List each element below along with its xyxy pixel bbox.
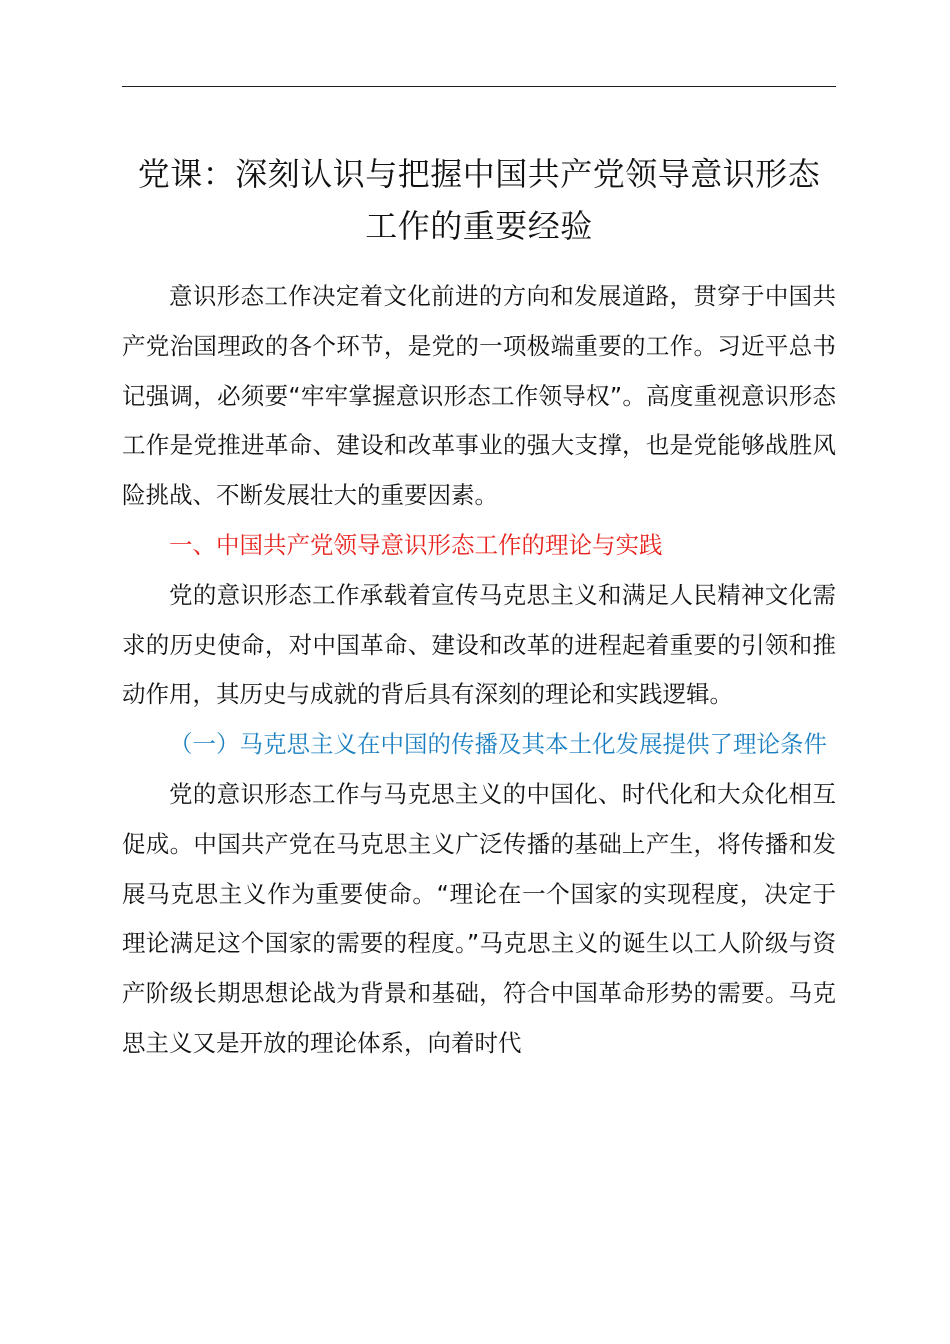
document-body xyxy=(122,148,836,1069)
header-rule xyxy=(122,86,836,87)
subsection-1-paragraph: 党的意识形态工作与马克思主义的中国化、时代化和大众化相互促成。中国共产党在马克思主义广泛传播的基础上产生，将传播和发展马克思主义作为重要使命。“理论在一个国家的实现程度，决定于理论满足这个国家的需要的程度。”马克思主义的诞生以工人阶级与资产阶级长期思想论战为背景和基础，符合中国革命形势的需要。马克思主义又是开放的理论体系，向着时代 xyxy=(122,779,836,1057)
section-1-paragraph: 党的意识形态工作承载着宣传马克思主义和满足人民精神文化需求的历史使命，对中国革命、建设和改革的进程起着重要的引领和推动作用，其历史与成就的背后具有深刻的理论和实践逻辑。 xyxy=(122,580,836,709)
section-1-heading: 一、中国共产党领导意识形态工作的理论与实践 xyxy=(169,530,663,559)
intro-paragraph: 意识形态工作决定着文化前进的方向和发展道路，贯穿于中国共产党治国理政的各个环节，是党的一项极端重要的工作。习近平总书记强调，必须要“牢牢掌握意识形态工作领导权”。高度重视意识形态工作是党推进革命、建设和改革事业的强大支撑，也是党能够战胜风险挑战、不断发展壮大的重要因素。 xyxy=(122,282,836,510)
document-title: 党课：深刻认识与把握中国共产党领导意识形态工作的重要经验 xyxy=(137,155,821,245)
subsection-1-heading: （一）马克思主义在中国的传播及其本土化发展提供了理论条件 xyxy=(169,730,827,759)
